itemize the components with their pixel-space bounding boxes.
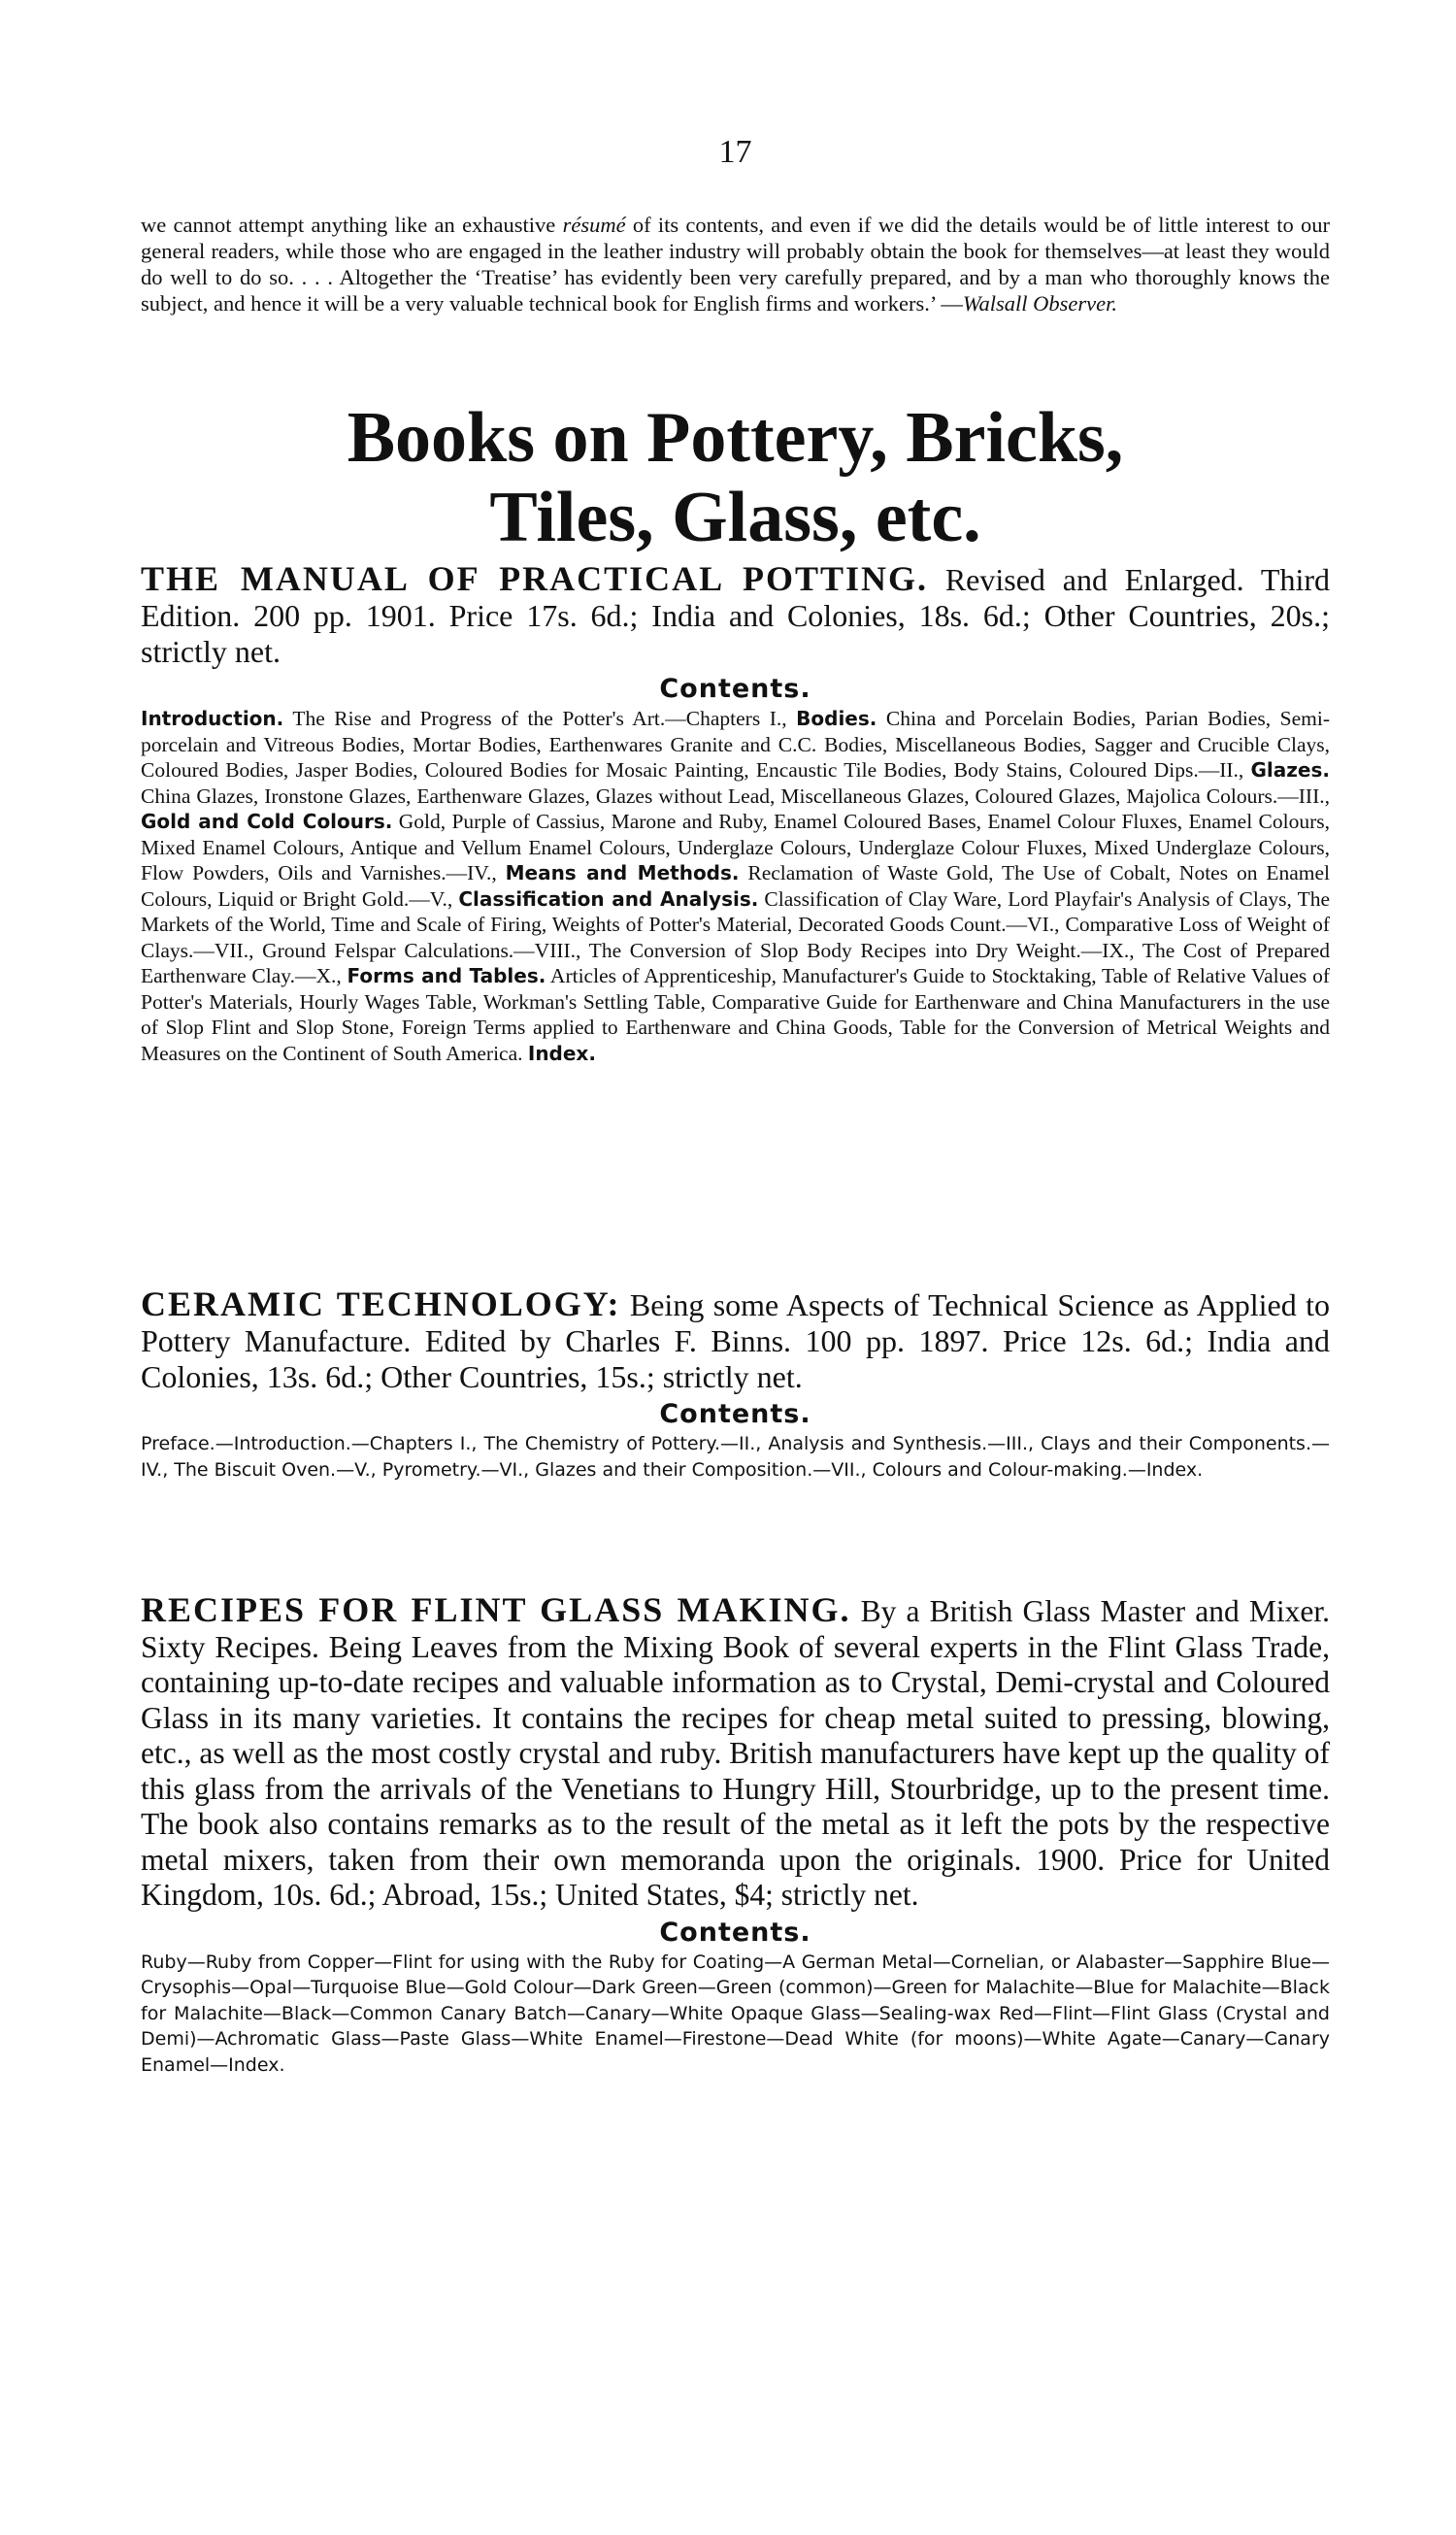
section-title-line: Books on Pottery, Bricks, — [347, 398, 1124, 478]
contents-text: The Rise and Progress of the Potter's Art.—Chapters I., — [283, 707, 797, 730]
contents-text: Preface.—Introduction.—Chapters I., The Chemistry of Pottery.—II., Analysis and Synthesis.—III., Clays and their Components.—IV., The Biscuit Oven.—V., Pyrometry.—VI., Glazes and their Composition.—VII., Colours and Colour-making.—Index. — [141, 1433, 1330, 1481]
book-entry — [141, 561, 1330, 1066]
contents-list — [141, 1431, 1330, 1483]
contents-title: Contents. — [659, 1399, 811, 1429]
book-heading: CERAMIC TECHNOLOGY: — [141, 1284, 621, 1323]
contents-chapter-heading: Bodies. — [796, 707, 877, 730]
quote-source: Walsall Observer. — [962, 291, 1117, 316]
contents-text: China Glazes, Ironstone Glazes, Earthenware Glazes, Glazes without Lead, Miscellaneous Glazes, Coloured Glazes, Majolica Colours.—III., — [141, 784, 1330, 808]
contents-chapter-heading: Index. — [527, 1041, 596, 1065]
contents-title: Contents. — [659, 674, 811, 704]
book-description: By a British Glass Master and Mixer. Sixty Recipes. Being Leaves from the Mixing Book of several experts in the Flint Glass Trade, containing up-to-date recipes and valuable information as to Crystal, Demi-crystal and Coloured Glass in its many varieties. It contains the recipes for cheap metal suited to pressing, blowing, etc., as well as the most costly crystal and ruby. British manufacturers have kept up the quality of this glass from the arrivals of the Venetians to Hungry Hill, Stourbridge, up to the present time. The book also contains remarks as to the result of the metal as it left the pots by the respective metal mixers, taken from their own memoranda upon the originals. 1900. Price for United Kingdom, 10s. 6d.; Abroad, 15s.; United States, $4; strictly net. — [141, 1594, 1330, 1912]
contents-chapter-heading: Gold and Cold Colours. — [141, 810, 393, 833]
contents-text: Articles of Apprenticeship, Manufacturer's Guide to Stocktaking, Table of Relative Values of Potter's Materials, Hourly Wages Table, Workman's Settling Table, Comparative Guide for Earthenware and China Manufacturers in the use of Slop Flint and Slop Stone, Foreign Terms applied to Earthenware and China Goods, Table for the Conversion of Metrical Weights and Measures on the Continent of South America. — [141, 964, 1330, 1065]
contents-chapter-heading: Forms and Tables. — [347, 964, 546, 987]
page-number: 17 — [718, 134, 752, 170]
review-quote — [141, 212, 1330, 317]
quote-italic: résumé — [562, 213, 626, 237]
book-entry — [141, 1592, 1330, 2078]
book-description: Revised and Enlarged. Third Edition. 200 pp. 1901. Price 17s. 6d.; India and Colonies, 18s. 6d.; Other Countries, 20s.; strictly net. — [141, 562, 1331, 669]
section-title — [141, 398, 1330, 557]
contents-text: China and Porcelain Bodies, Parian Bodies, Semi-porcelain and Vitreous Bodies, Mortar Bodies, Earthenwares Granite and C.C. Bodies, Miscellaneous Bodies, Sagger and Crucible Clays, Coloured Bodies, Jasper Bodies, Coloured Bodies for Mosaic Painting, Encaustic Tile Bodies, Body Stains, Coloured Dips.—II., — [141, 707, 1330, 782]
contents-chapter-heading: Glazes. — [1250, 758, 1330, 782]
contents-chapter-heading: Classification and Analysis. — [458, 886, 759, 911]
contents-list — [141, 706, 1330, 1066]
contents-title: Contents. — [659, 1917, 811, 1948]
contents-text: Ruby—Ruby from Copper—Flint for using with the Ruby for Coating—A German Metal—Cornelian, or Alabaster—Sapphire Blue—Crysophis—Opal—Turquoise Blue—Gold Colour—Dark Green—Green (common)—Green for Malachite—Blue for Malachite—Black for Malachite—Black—Common Canary Batch—Canary—White Opaque Glass—Sealing-wax Red—Flint—Flint Glass (Crystal and Demi)—Achromatic Glass—Paste Glass—White Enamel—Firestone—Dead White (for moons)—White Agate—Canary—Canary Enamel—Index. — [141, 1951, 1330, 2076]
quote-text: we cannot attempt anything like an exhaustive — [141, 213, 563, 237]
quote-text-cont: of its contents, and even if we did the details would be of little interest to our general readers, while those who are engaged in the leather industry will probably obtain the book for themselves—at least they would do well to do so. . . . Altogether the ‘Treatise’ has evidently been very carefully prepared, and by a man who thoroughly knows the subject, and hence it will be a very valuable technical book for English firms and workers.’ — — [141, 213, 1330, 316]
book-heading: THE MANUAL OF PRACTICAL POTTING. — [141, 559, 928, 598]
contents-text: Gold, Purple of Cassius, Marone and Ruby, Enamel Coloured Bases, Enamel Colour Fluxes, Enamel Colours, Mixed Enamel Colours, Antique and Vellum Enamel Colours, Underglaze Colours, Underglaze Colour Fluxes, Mixed Underglaze Colours, Flow Powders, Oils and Varnishes.—IV., — [141, 810, 1330, 884]
contents-chapter-heading: Introduction. — [141, 707, 284, 730]
book-description: Being some Aspects of Technical Science as Applied to Pottery Manufacture. Edited by Charles F. Binns. 100 pp. 1897. Price 12s. 6d.; India and Colonies, 13s. 6d.; Other Countries, 15s.; strictly net. — [141, 1287, 1331, 1394]
contents-list — [141, 1950, 1330, 2079]
contents-text: Reclamation of Waste Gold, The Use of Cobalt, Notes on Enamel Colours, Liquid or Bright Gold.—V., — [141, 861, 1330, 911]
contents-chapter-heading: Means and Methods. — [505, 861, 740, 884]
book-heading: RECIPES FOR FLINT GLASS MAKING. — [141, 1590, 851, 1629]
contents-text: Classification of Clay Ware, Lord Playfair's Analysis of Clays, The Markets of the World, Time and Scale of Firing, Weights of Potter's Material, Decorated Goods Count.—VI., Comparative Loss of Weight of Clays.—VII., Ground Felspar Calculations.—VIII., The Conversion of Slop Body Recipes into Dry Weight.—IX., The Cost of Prepared Earthenware Clay.—X., — [141, 886, 1331, 987]
book-entry — [141, 1286, 1330, 1483]
section-title-line: Tiles, Glass, etc. — [489, 478, 981, 557]
